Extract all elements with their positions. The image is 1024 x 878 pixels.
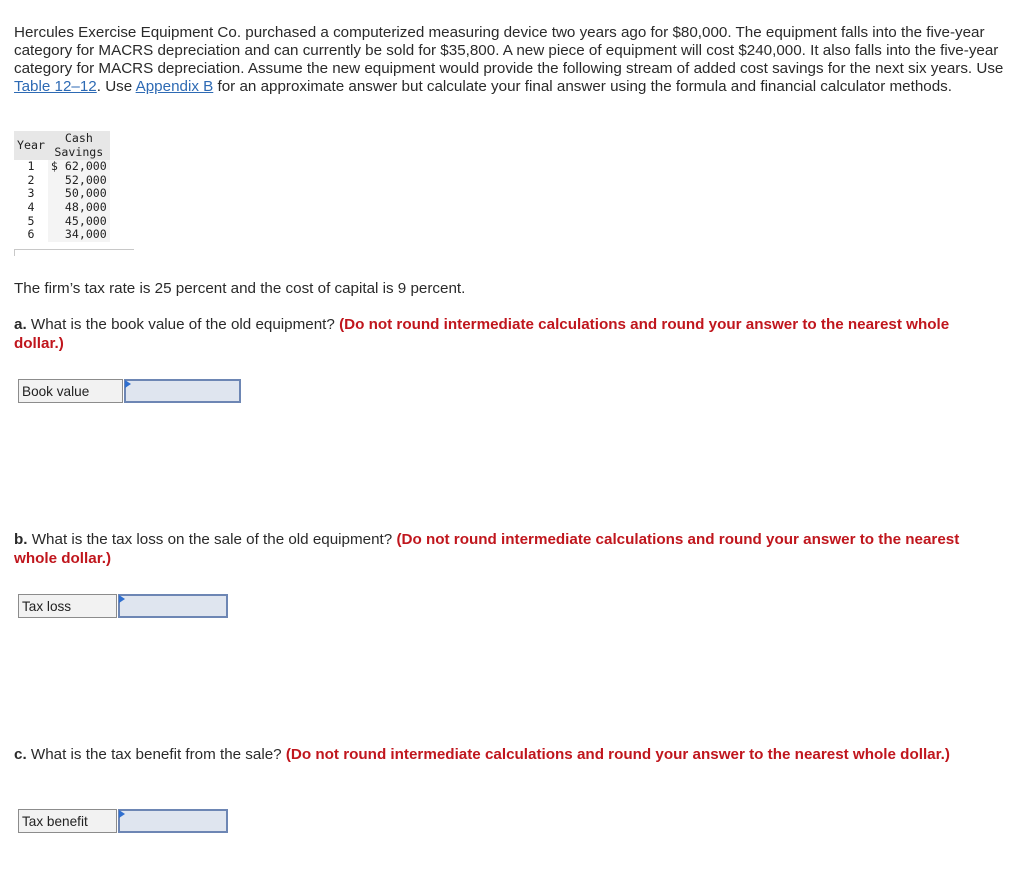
table-header-row bbox=[14, 131, 110, 160]
table-row bbox=[14, 174, 110, 188]
table-footer-rule bbox=[14, 249, 134, 256]
year-cell: 6 bbox=[14, 228, 48, 242]
table-row bbox=[14, 187, 110, 201]
table-row bbox=[14, 201, 110, 215]
question-b-instruction: (Do not round intermediate calculations and round your answer to the nearest whole dollar.) bbox=[14, 531, 960, 567]
savings-cell: 52,000 bbox=[48, 174, 110, 188]
question-b-text: What is the tax loss on the sale of the old equipment? bbox=[27, 531, 397, 548]
cash-header-line2: Savings bbox=[54, 144, 104, 159]
year-column-header: Year bbox=[14, 131, 48, 160]
problem-statement bbox=[14, 24, 1004, 96]
cash-header-line1: Cash bbox=[64, 131, 93, 145]
book-value-input-box[interactable] bbox=[124, 379, 241, 403]
question-c bbox=[14, 745, 974, 764]
cash-savings-table bbox=[14, 131, 110, 242]
savings-cell: 45,000 bbox=[48, 215, 110, 229]
flag-icon bbox=[125, 380, 131, 388]
question-a-instruction: (Do not round intermediate calculations and round your answer to the nearest whole dollar.) bbox=[14, 316, 950, 352]
question-a bbox=[14, 315, 974, 353]
savings-cell: 34,000 bbox=[48, 228, 110, 242]
question-b-letter: b. bbox=[14, 531, 28, 548]
question-a-letter: a. bbox=[14, 316, 27, 333]
question-c-letter: c. bbox=[14, 746, 27, 763]
table-row bbox=[14, 228, 110, 242]
flag-icon bbox=[119, 595, 125, 603]
tax-benefit-label: Tax benefit bbox=[18, 809, 117, 833]
question-c-instruction: (Do not round intermediate calculations and round your answer to the nearest whole dollar.) bbox=[285, 746, 950, 763]
tax-benefit-input-box[interactable] bbox=[118, 809, 228, 833]
table-row bbox=[14, 160, 110, 174]
savings-cell: 50,000 bbox=[48, 187, 110, 201]
question-c-text: What is the tax benefit from the sale? bbox=[26, 746, 286, 763]
year-cell: 3 bbox=[14, 187, 48, 201]
tax-rate-statement: The firm’s tax rate is 25 percent and the cost of capital is 9 percent. bbox=[14, 280, 466, 297]
tax-benefit-answer-row bbox=[18, 809, 228, 833]
savings-cell: $ 62,000 bbox=[48, 160, 110, 174]
tax-benefit-input[interactable] bbox=[120, 811, 226, 831]
tax-loss-answer-row bbox=[18, 594, 228, 618]
book-value-answer-row bbox=[18, 379, 241, 403]
flag-icon bbox=[119, 810, 125, 818]
problem-text-part-1: Hercules Exercise Equipment Co. purchased a computerized measuring device two years ago for $80,000. The equipment falls into the five-year category for MACRS depreciation and can currently be sold for $35,800. A new piece of equipment will cost $240,000. It also falls into the five-year category for MACRS depreciation. Assume the new equipment would provide the following stream of added cost savings for the next six years. Use bbox=[14, 24, 1004, 77]
cash-savings-column-header bbox=[48, 131, 110, 160]
problem-text-part-3: for an approximate answer but calculate your final answer using the formula and financial calculator methods. bbox=[213, 78, 952, 95]
question-b bbox=[14, 530, 974, 568]
tax-loss-label: Tax loss bbox=[18, 594, 117, 618]
table-row bbox=[14, 215, 110, 229]
book-value-label: Book value bbox=[18, 379, 123, 403]
book-value-input[interactable] bbox=[126, 381, 239, 401]
problem-text-part-2: . Use bbox=[96, 78, 136, 95]
year-cell: 2 bbox=[14, 174, 48, 188]
year-cell: 1 bbox=[14, 160, 48, 174]
year-cell: 4 bbox=[14, 201, 48, 215]
savings-cell: 48,000 bbox=[48, 201, 110, 215]
year-cell: 5 bbox=[14, 215, 48, 229]
tax-loss-input-box[interactable] bbox=[118, 594, 228, 618]
appendix-b-link[interactable]: Appendix B bbox=[135, 78, 214, 95]
table-12-12-link[interactable]: Table 12–12 bbox=[14, 78, 97, 95]
question-a-text: What is the book value of the old equipment? bbox=[26, 316, 340, 333]
tax-loss-input[interactable] bbox=[120, 596, 226, 616]
